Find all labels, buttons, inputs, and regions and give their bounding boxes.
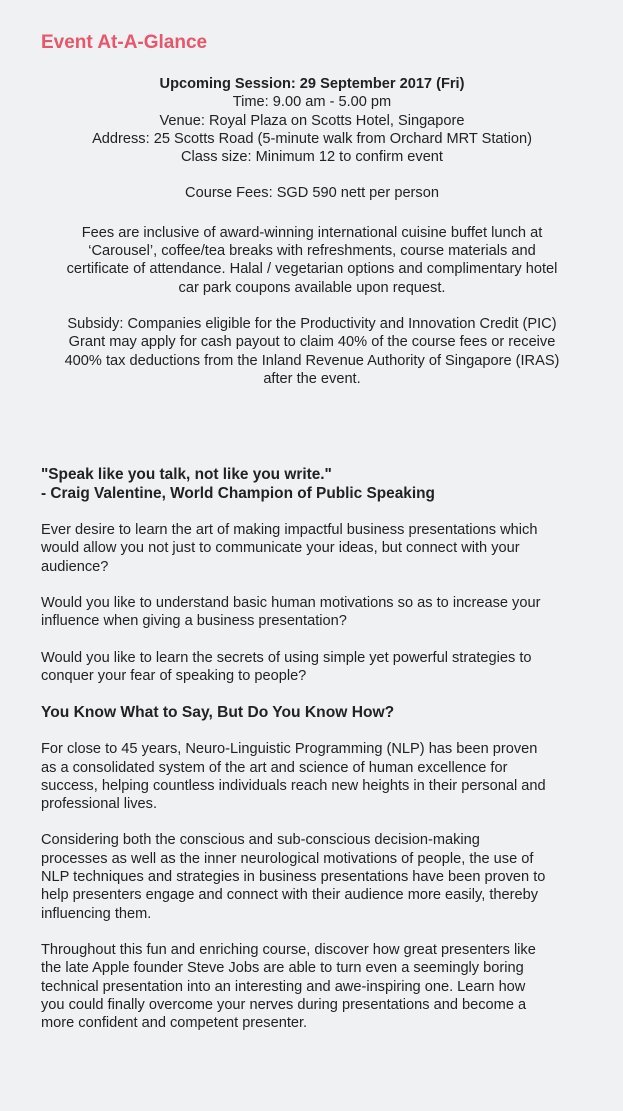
text-line: more confident and competent presenter. [41,1015,308,1032]
text-line: Fees are inclusive of award-winning international cuisine buffet lunch at [81,224,543,241]
text-line: after the event. [263,370,361,387]
text-line: audience? [41,558,109,575]
text-line: professional lives. [41,796,157,813]
text-line: the late Apple founder Steve Jobs are able to turn even a seemingly boring [41,960,524,977]
quote-attribution: - Craig Valentine, World Champion of Public Speaking [41,485,435,503]
intro-paragraph-2 [41,594,583,631]
session-title: Upcoming Session: 29 September 2017 (Fri) [159,76,465,92]
text-line: NLP techniques and strategies in business presentations have been proven to [41,869,546,886]
text-line: as a consolidated system of the art and science of human excellence for [41,759,508,776]
intro-paragraph-1 [41,521,583,576]
text-line: certificate of attendance. Halal / vegetarian options and complimentary hotel [66,261,558,278]
quote-block [41,465,583,503]
subsidy-paragraph [41,315,583,388]
text-line: influence when giving a business presentation? [41,613,347,630]
text-line: success, helping countless individuals reach new heights in their personal and [41,777,546,794]
text-line: Considering both the conscious and sub-conscious decision-making [41,832,480,849]
text-line: 400% tax deductions from the Inland Revenue Authority of Singapore (IRAS) [64,352,560,369]
session-venue: Venue: Royal Plaza on Scotts Hotel, Singapore [159,112,465,129]
course-fees: Course Fees: SGD 590 nett per person [185,185,439,202]
text-line: help presenters engage and connect with their audience more easily, thereby [41,887,539,904]
text-line: Would you like to understand basic human motivations so as to increase your [41,595,541,612]
session-class-size: Class size: Minimum 12 to confirm event [181,149,443,166]
text-line: influencing them. [41,905,152,922]
text-line: processes as well as the inner neurological motivations of people, the use of [41,850,534,867]
text-line: Throughout this fun and enriching course, discover how great presenters like [41,941,536,958]
intro-paragraph-3 [41,649,583,686]
section-heading: You Know What to Say, But Do You Know How? [41,704,395,722]
section-paragraph-3 [41,941,583,1032]
text-line: conquer your fear of speaking to people? [41,667,307,684]
session-address: Address: 25 Scotts Road (5-minute walk from Orchard MRT Station) [92,130,532,147]
text-line: car park coupons available upon request. [178,279,446,296]
section-paragraph-1 [41,740,583,813]
section-paragraph-2 [41,831,583,922]
text-line: Grant may apply for cash payout to claim 40% of the course fees or receive [68,334,556,351]
text-line: technical presentation into an interesting and awe-inspiring one. Learn how [41,978,526,995]
fees-inclusive-paragraph [41,224,583,297]
session-details [41,75,583,203]
quote-text: "Speak like you talk, not like you write." [41,466,332,484]
text-line: Subsidy: Companies eligible for the Productivity and Innovation Credit (PIC) [67,315,557,332]
text-line: you could finally overcome your nerves during presentations and become a [41,996,527,1013]
text-line: For close to 45 years, Neuro-Linguistic Programming (NLP) has been proven [41,741,538,758]
event-heading: Event At-A-Glance [41,32,208,53]
text-line: ‘Carousel’, coffee/tea breaks with refreshments, course materials and [88,243,536,260]
session-time: Time: 9.00 am - 5.00 pm [232,94,392,111]
text-line: would allow you not just to communicate your ideas, but connect with your [41,540,520,557]
text-line: Would you like to learn the secrets of using simple yet powerful strategies to [41,649,532,666]
text-line: Ever desire to learn the art of making impactful business presentations which [41,522,538,539]
